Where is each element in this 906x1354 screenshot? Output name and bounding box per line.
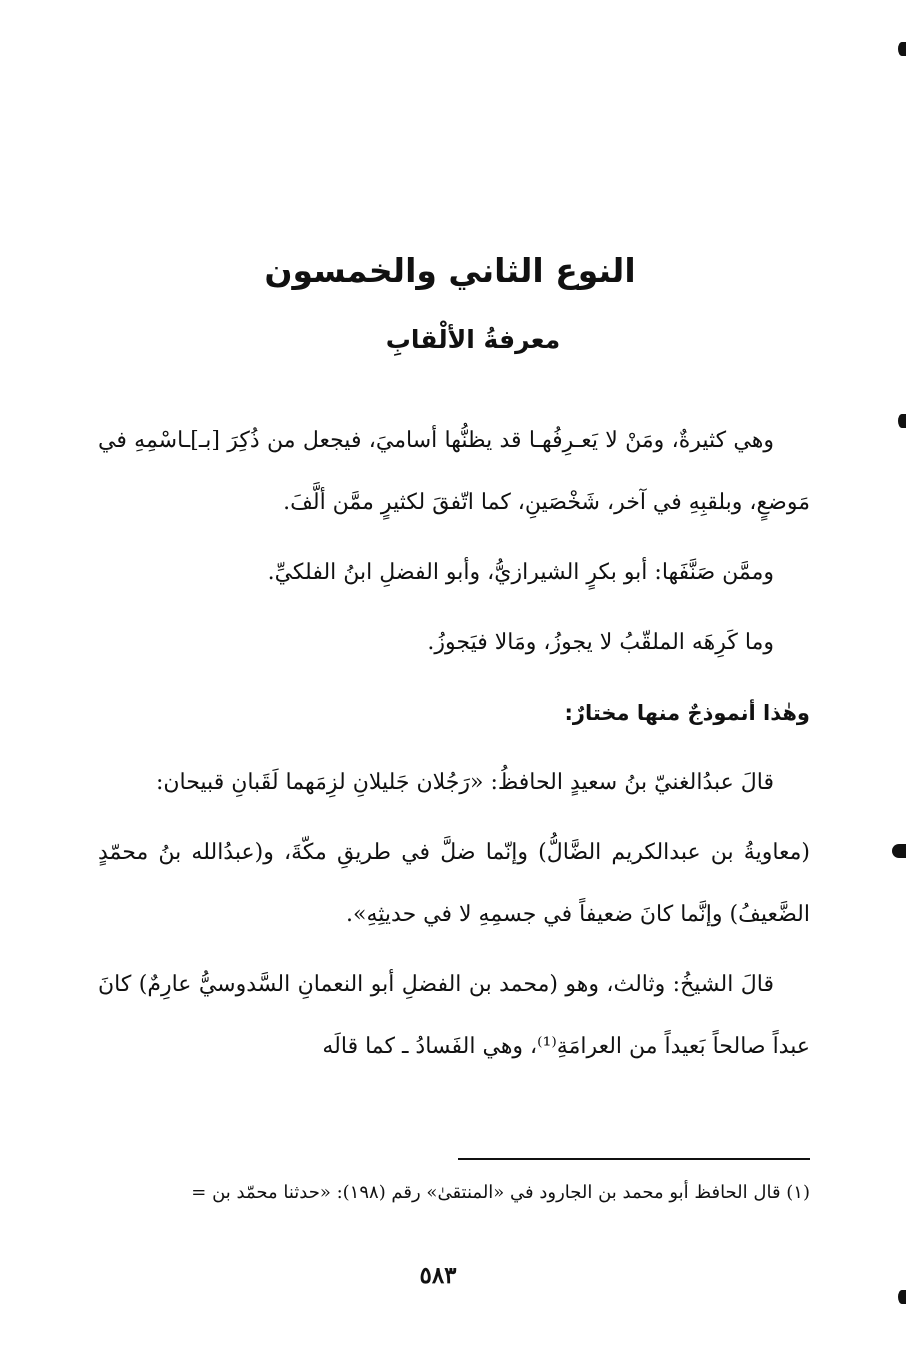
- page-number: ٥٨٣: [419, 1262, 457, 1289]
- footnote: (١) قال الحافظ أبو محمد بن الجارود في «المنتقىٰ» رقم (١٩٨): «حدثنا محمّد بن =: [191, 1182, 810, 1203]
- paragraph-intro: وهي كثيرةٌ، ومَنْ لا يَعـرِفُهـا قد يظنُّها أساميَ، فيجعل من ذُكِرَ [بـ]ـاسْمِهِ في مَوضعٍ، وبلقبِهِ في آخر، شَخْصَينِ، كما اتّفقَ لكثيرٍ ممَّن ألَّفَ.: [98, 428, 810, 515]
- paragraph-ruling: وما كَرِهَه الملقّبُ لا يجوزُ، ومَالا فيَجوزُ.: [427, 630, 774, 655]
- paragraph-quote-body: (معاويةُ بن عبدالكريم الضَّالُّ) وإنّما ضلَّ في طريقِ مكّةَ، و(عبدُالله بنُ محمّدٍ الضَّعيفُ) وإنَّما كانَ ضعيفاً في جسمِهِ لا في حديثِهِ».: [98, 840, 810, 927]
- chapter-title: النوع الثاني والخمسون: [264, 251, 636, 290]
- paragraph-authors: وممَّن صَنَّفَها: أبو بكرٍ الشيرازيُّ، وأبو الفضلِ ابنُ الفلكيِّ.: [267, 560, 774, 585]
- scan-edge-mark: [898, 1290, 906, 1304]
- paragraph-sample-heading: وهٰذا أنموذجٌ منها مختارٌ:: [564, 701, 810, 725]
- scan-edge-mark: [898, 414, 906, 428]
- paragraph-quote-intro: قالَ عبدُالغنيّ بنُ سعيدٍ الحافظُ: «رَجُلان جَليلانِ لزِمَهما لَقَبانِ قبيحان:: [155, 770, 774, 795]
- main-text: [98, 410, 810, 1086]
- footnote-divider: [458, 1158, 810, 1160]
- paragraph-shaykh: قالَ الشيخُ: وثالث، وهو (محمد بن الفضلِ أبو النعمانِ السَّدوسيُّ عارِمٌ) كانَ عبداً صالحاً بَعيداً من العرامَةِ⁽¹⁾، وهي الفَسادُ ـ كما قالَه: [98, 972, 810, 1059]
- scan-edge-mark: [898, 42, 906, 56]
- scan-edge-mark: [892, 844, 906, 858]
- chapter-subtitle: معرفةُ الألْقابِ: [385, 325, 561, 354]
